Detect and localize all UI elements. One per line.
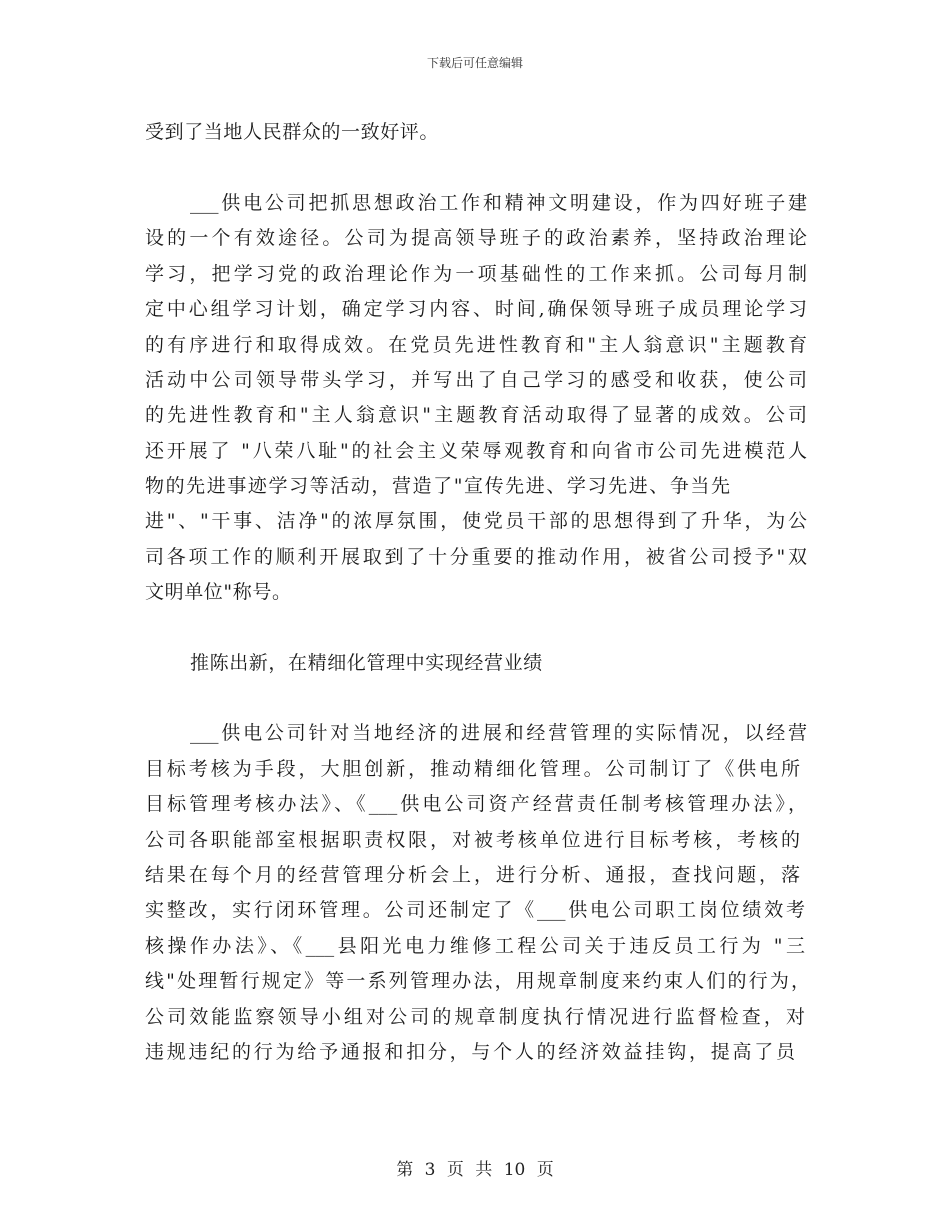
body-line: 受到了当地人民群众的一致好评。 — [145, 121, 440, 143]
paragraph-line: 设的一个有效途径。公司为提高领导班子的政治素养，坚持政治理论 — [145, 227, 807, 249]
paragraph-line: 核操作办法》、《___县阳光电力维修工程公司关于违反员工行为 "三 — [145, 935, 805, 957]
paragraph-line: 的先进性教育和"主人翁意识"主题教育活动取得了显著的成效。公司 — [145, 404, 807, 426]
paragraph-line: 物的先进事迹学习等活动，营造了"宣传先进、学习先进、争当先 — [145, 475, 730, 497]
paragraph-line: 定中心组学习计划，确定学习内容、时间,确保领导班子成员理论学习 — [145, 298, 807, 320]
paragraph-line: 进"、"干事、洁净"的浓厚氛围，使党员干部的思想得到了升华，为公 — [145, 510, 807, 532]
paragraph-line: 还开展了 "八荣八耻"的社会主义荣辱观教育和向省市公司先进模范人 — [145, 440, 807, 462]
paragraph-line: 实整改，实行闭环管理。公司还制定了《___供电公司职工岗位绩效考 — [145, 899, 805, 921]
paragraph-line: 的有序进行和取得成效。在党员先进性教育和"主人翁意识"主题教育 — [145, 334, 807, 356]
paragraph-line: 公司效能监察领导小组对公司的规章制度执行情况进行监督检查，对 — [145, 1006, 805, 1028]
page-header: 下载后可任意编辑 — [426, 56, 523, 70]
paragraph-line: 目标考核为手段，大胆创新，推动精细化管理。公司制订了《供电所 — [145, 758, 800, 780]
page-footer: 第 3 页 共 10 页 — [396, 1160, 554, 1180]
paragraph-line: 线"处理暂行规定》等一系列管理办法，用规章制度来约束人们的行为， — [145, 970, 810, 992]
paragraph-line: 活动中公司领导带头学习，并写出了自己学习的感受和收获，使公司 — [145, 369, 807, 391]
paragraph-line: 结果在每个月的经营管理分析会上，进行分析、通报，查找问题，落 — [145, 864, 800, 886]
paragraph-line: ___供电公司把抓思想政治工作和精神文明建设，作为四好班子建 — [190, 192, 807, 214]
paragraph-line: 公司各职能部室根据职责权限，对被考核单位进行目标考核，考核的 — [145, 829, 800, 851]
paragraph-line: 目标管理考核办法》、《___供电公司资产经营责任制考核管理办法》， — [145, 793, 807, 815]
paragraph-line: 文明单位"称号。 — [145, 581, 292, 603]
paragraph-line: ___供电公司针对当地经济的进展和经营管理的实际情况，以经营 — [190, 722, 807, 744]
paragraph-line: 违规违纪的行为给予通报和扣分，与个人的经济效益挂钩，提高了员 — [145, 1041, 795, 1063]
section-heading: 推陈出新，在精细化管理中实现经营业绩 — [190, 652, 543, 674]
paragraph-line: 学习，把学习党的政治理论作为一项基础性的工作来抓。公司每月制 — [145, 263, 807, 285]
paragraph-line: 司各项工作的顺利开展取到了十分重要的推动作用，被省公司授予"双 — [145, 546, 807, 568]
